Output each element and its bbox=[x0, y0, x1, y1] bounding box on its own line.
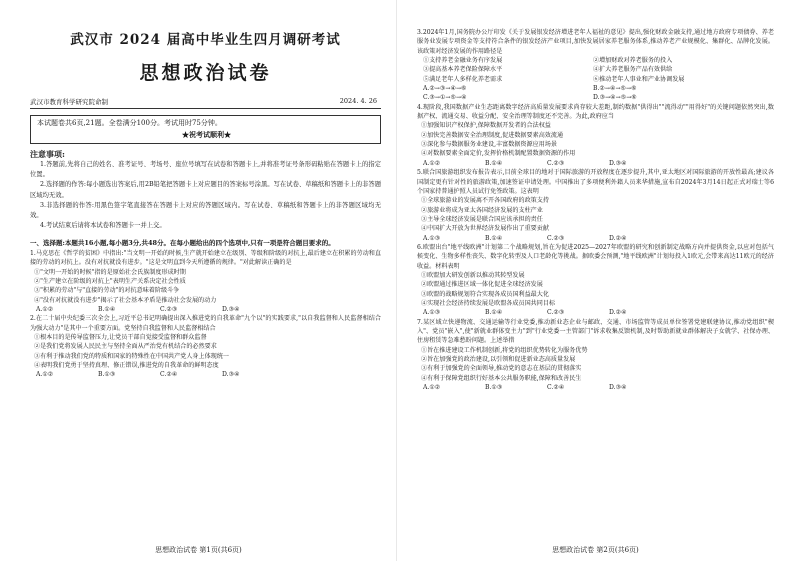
question-option: ②旅游业将成为亚太各国经济发展的支柱产业 bbox=[421, 206, 543, 214]
question-4 bbox=[417, 103, 774, 168]
answer-choice: D.②④ bbox=[609, 234, 627, 242]
question-option: ③有利于加强党的全面领导,推动党的意志在基层的贯彻落实 bbox=[421, 365, 582, 373]
answer-choices bbox=[417, 234, 774, 243]
answer-choice: D.③④ bbox=[222, 371, 240, 379]
question-option: ④"没有对抗就没有进步"揭示了社会基本矛盾是推动社会发展的动力 bbox=[34, 296, 217, 304]
answer-choice: B.①④ bbox=[485, 159, 503, 167]
question-option: ①"文明一开始的时候"指的是原始社会氏族制度形成时期 bbox=[34, 268, 186, 276]
answer-choice: A.①② bbox=[423, 384, 441, 392]
question-option: ⑥推动老年人事业和产业协调发展 bbox=[593, 75, 685, 83]
question-stem: 2.在二十届中央纪委三次全会上,习近平总书记明确提出深入推进党的自我革命"九个以"的实践要求,"以自我监督和人民监督相结合为强大动力"是其中一个重要方面。党坚持自我监督和人民监督相结合 bbox=[30, 315, 381, 332]
question-option: ②增加财政对养老服务的投入 bbox=[593, 57, 673, 65]
answer-choice: C.②③ bbox=[547, 309, 565, 317]
exam-wish: ★祝考试顺利★ bbox=[182, 130, 231, 139]
option-row bbox=[417, 65, 774, 74]
exam-info: 本试题卷共6页,21题。全卷满分100分。考试用时75分钟。 bbox=[37, 119, 222, 127]
exam-info-box bbox=[30, 115, 381, 144]
question-option: ④表明我们党勇于坚持真理、修正错误,推进党的自我革命的鲜明态度 bbox=[34, 361, 219, 369]
page-footer: 思想政治试卷 第2页(共6页) bbox=[552, 546, 639, 554]
question-stem: 1.马克思在《哲学的贫困》中指出:"当文明一开始的时候,生产就开始建立在级别、等级和阶级的对抗上,最后建立在积累的劳动和直接的劳动的对抗上。没有对抗就没有进步。"这是文明直到今天所遵循的规律。"对此解读正确的是 bbox=[30, 249, 381, 267]
question-5 bbox=[417, 168, 774, 243]
answer-choice: A.①② bbox=[36, 371, 54, 379]
answer-choice: D.③④ bbox=[609, 159, 627, 167]
exam-date: 2024. 4. 26 bbox=[339, 97, 377, 105]
notice-item: 1.答题前,先将自己的姓名、准考证号、考场号、座位号填写在试卷和答题卡上,并将准考证号条形码粘贴在答题卡上的指定位置。 bbox=[30, 161, 381, 179]
answer-choice: C.②④ bbox=[160, 371, 178, 379]
answer-choice: B.①④ bbox=[485, 309, 503, 317]
question-option: ①加强知识产权保护,保障数据开发者的合法权益 bbox=[421, 122, 551, 130]
question-option: ③欧盟的战略规划符合实现各成员国利益最大化 bbox=[421, 290, 549, 298]
question-option: ①全球旅游业的发展离不开各国政府的政策支持 bbox=[421, 197, 549, 205]
question-option: ④扩大养老服务产品有效供给 bbox=[593, 66, 673, 74]
question-option: ⑤满足老年人多样化养老需求 bbox=[423, 75, 503, 83]
exam-page-2 bbox=[397, 0, 794, 561]
answer-choices bbox=[417, 159, 774, 168]
answer-choices bbox=[417, 93, 774, 102]
answer-choices bbox=[417, 308, 774, 317]
question-option: ②旨在加强党的政治建设,以引领和促进新业态高质量发展 bbox=[421, 356, 576, 364]
question-stem: 6.欧盟出台"地平线欧洲"计划第二个战略规划,旨在为促进2025—2027年欧盟的研究和创新制定战略方向并提供资金,以应对包括气候变化、生物多样性丧失、数字化转型及人口老龄化等挑战。据欧委会预测,"地平线欧洲"计划每投入1欧元,会带来高达11欧元的经济收益。材料表明 bbox=[417, 243, 774, 270]
question-7 bbox=[417, 318, 774, 393]
question-3 bbox=[417, 28, 774, 103]
notice-item: 3.非选择题的作答:用黑色签字笔直接答在答题卡上对应的答题区域内。写在试卷、草稿纸和答题卡上的非答题区域均无效。 bbox=[30, 201, 381, 220]
answer-choice: A.①③ bbox=[423, 309, 441, 317]
answer-choice: B.①③ bbox=[485, 384, 503, 392]
notice-item: 2.选择题的作答:每小题选出答案后,用2B铅笔把答题卡上对应题目的答案标号涂黑。写在试卷、草稿纸和答题卡上的非答题区域均无效。 bbox=[30, 181, 381, 199]
question-option: ④有利于保障党组织行好基本公共服务职能,保障和改善民生 bbox=[421, 374, 582, 382]
question-option: ③深化参与数据服务业建设,丰富数据资源应用场景 bbox=[421, 141, 557, 149]
answer-choices bbox=[417, 383, 774, 392]
issuer: 武汉市教育科学研究院命制 bbox=[30, 98, 108, 106]
answer-choice: D.③④ bbox=[222, 305, 240, 313]
question-option: ③有利于推动我们党的特质和国家的特殊性在中国共产党人身上体现统一 bbox=[34, 352, 229, 360]
question-stem: 3.2024年1月,国务院办公厅印发《关于发展银发经济增进老年人福祉的意见》提出,强化财政金融支持,通过地方政府专项债券、养老服务业发展专项资金等支持符合条件的银发经济产业项目,加快发展居家养老服务体系,推动养老产业规模化、集群化、品牌化发展。该政策对经济发展的作用路径是 bbox=[417, 29, 774, 55]
question-stem: 7.某区域立快递物流、交通运输等行业党委,推动新业态企业与邮政、交通、市场监管等成员单位签署党建联建协议,推动党组织"楔入"、党员"嵌入",使"新就业群体变主力"到"行业党委一主管部门"诉求收集反馈机制,及时帮助新就业群体解决子女就学、社保办理、住房租赁等急难愁盼问题。上述举措 bbox=[417, 318, 774, 345]
exam-title: 武汉市 2024 届高中毕业生四月调研考试 bbox=[70, 32, 341, 48]
option-row bbox=[417, 75, 774, 84]
question-option: ②"生产建立在阶级的对抗上"表明生产关系决定社会性质 bbox=[34, 277, 186, 285]
answer-choice: A.②→③→④→⑥ bbox=[423, 85, 467, 93]
answer-choice: B.①④ bbox=[485, 234, 503, 242]
question-option: ①欧盟加大研发创新以推动其转型发展 bbox=[421, 271, 525, 279]
question-6 bbox=[417, 243, 774, 318]
option-row bbox=[417, 56, 774, 65]
answer-choice: B.②→④→⑤→⑥ bbox=[593, 85, 637, 93]
answer-choice: C.②④ bbox=[547, 384, 565, 392]
answer-choice: A.①② bbox=[36, 305, 54, 313]
question-option: ④对数据要素全面定价,发挥价格机制配置数据资源的作用 bbox=[421, 150, 576, 158]
answer-choices bbox=[417, 84, 774, 93]
answer-choice: D.②④ bbox=[609, 309, 627, 317]
question-1 bbox=[30, 249, 381, 314]
question-option: ①根本目的是传导监督压力,让党员干部自觉接受监督和群众监督 bbox=[34, 333, 207, 341]
question-stem: 4.现阶段,我国数据产业生态距离数字经济高质量发展要求尚存较大差距,制约数据"供得出""流得动""用得好"的关键问题依然突出,数据产权、流通交易、收益分配、安全治理等制度还不完善。为此,政府应当 bbox=[417, 103, 774, 121]
answer-choice: C.②③ bbox=[547, 159, 565, 167]
question-option: ④中国扩大开放为世界经济发展作出了重要贡献 bbox=[421, 225, 549, 233]
answer-choice: D.③④ bbox=[609, 384, 627, 392]
answer-choice: D.③→④→⑤→⑥ bbox=[593, 94, 637, 102]
answer-choice: A.①② bbox=[423, 159, 441, 167]
subject-title: 思想政治试卷 bbox=[139, 62, 272, 84]
question-option: ③"积累的劳动"与"直接的劳动"的对抗意味着阶级斗争 bbox=[34, 287, 180, 295]
issuer-line bbox=[30, 97, 381, 109]
question-option: ②是我们党将发展人民民主与坚持全面从严治党有机结合的必然要求 bbox=[34, 343, 217, 351]
answer-choice: B.①③ bbox=[98, 371, 116, 379]
question-option: ③提高基本养老保险保障水平 bbox=[423, 66, 503, 74]
question-option: ③主导全球经济发展是联合国应该承担的责任 bbox=[421, 215, 543, 223]
question-option: ①旨在推进建设工作机制创新,将党的组织优势转化为服务优势 bbox=[421, 346, 588, 354]
question-stem: 5.联合国旅游组织发布报告表示,目前全球目的地对于国际旅游的开放程度在逐步提升,其中,亚太地区对国际旅游的开放性最高;建议各国制定更有针对性的旅游政策,加速签证申请处理。中国推出了多项便利外籍人员来华措施,宣布自2024年3月14日起正式对瑞士等6个国家持普通护照人员试行免签政策。这表明 bbox=[417, 169, 774, 195]
question-option: ②加快完善数据安全治理制度,促进数据要素高效流通 bbox=[421, 131, 564, 139]
question-option: ①支持养老金融业务有序发展 bbox=[423, 57, 503, 65]
question-option: ④实现社会经济持续发展是欧盟各成员国共同目标 bbox=[421, 299, 556, 307]
answer-choice: B.①④ bbox=[98, 305, 116, 313]
answer-choice: C.②③ bbox=[547, 234, 565, 242]
notice-item: 4.考试结束后请将本试卷和答题卡一并上交。 bbox=[40, 222, 166, 230]
answer-choices bbox=[30, 370, 381, 379]
answer-choice: C.③→①→⑤→④ bbox=[423, 94, 467, 102]
page-footer: 思想政治试卷 第1页(共6页) bbox=[155, 546, 242, 554]
question-option: ②欧盟通过推进区域一体化促进全球经济发展 bbox=[421, 281, 543, 289]
answer-choices bbox=[30, 305, 381, 314]
answer-choice: A.①③ bbox=[423, 234, 441, 242]
notice-title: 注意事项: bbox=[30, 149, 65, 159]
question-2 bbox=[30, 314, 381, 379]
answer-choice: C.②③ bbox=[160, 305, 178, 313]
section-heading: 一、选择题:本题共16小题,每小题3分,共48分。在每小题给出的四个选项中,只有一项是符合题目要求的。 bbox=[30, 239, 335, 248]
notice-list bbox=[30, 160, 381, 231]
